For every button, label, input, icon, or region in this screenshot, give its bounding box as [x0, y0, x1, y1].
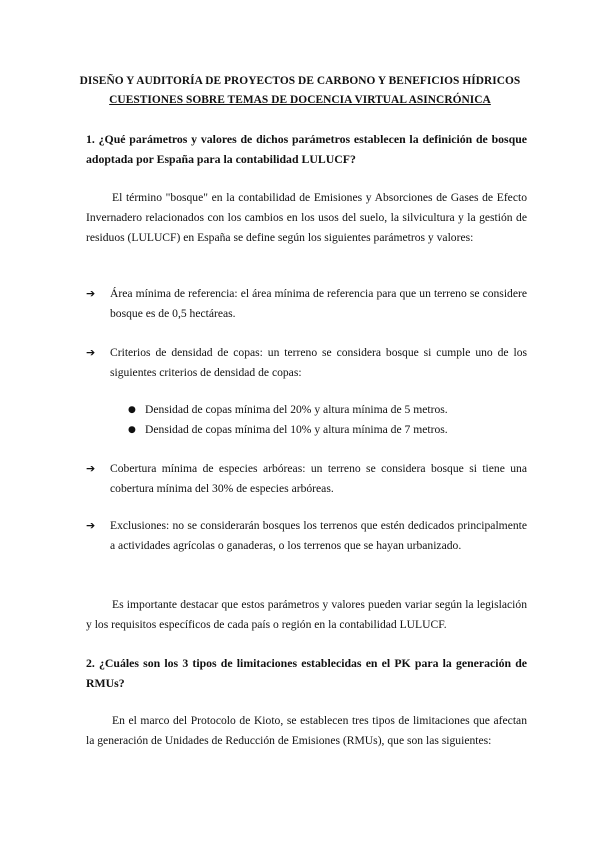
bullet-icon: ● — [128, 405, 136, 415]
question-2-heading: 2. ¿Cuáles son los 3 tipos de limitaciones establecidas en el PK para la generación de RMUs? — [86, 656, 527, 690]
arrow-icon: ➔ — [86, 519, 96, 532]
sub-list-item — [128, 420, 527, 440]
list-item-text: Exclusiones: no se considerarán bosques los terrenos que estén dedicados principalmente a actividades agrícolas o ganaderas, o los terrenos que se hayan urbanizado. — [110, 519, 527, 552]
question-1-intro: El término "bosque" en la contabilidad de Emisiones y Absorciones de Gases de Efecto Invernadero relacionados con los cambios en los usos del suelo, la silvicultura y la gestión de residuos (LULUCF) en España se define según los siguientes parámetros y valores: — [86, 191, 527, 244]
sub-list-item — [128, 400, 527, 420]
arrow-icon: ➔ — [86, 346, 96, 359]
list-item-text: Criterios de densidad de copas: un terreno se considera bosque si cumple uno de los siguientes criterios de densidad de copas: — [110, 346, 527, 379]
question-1-heading: 1. ¿Qué parámetros y valores de dichos parámetros establecen la definición de bosque adoptada por España para la contabilidad LULUCF? — [86, 132, 527, 166]
sub-list-item-text: Densidad de copas mínima del 10% y altura mínima de 7 metros. — [145, 423, 448, 436]
bullet-icon: ● — [128, 425, 136, 435]
arrow-icon: ➔ — [86, 287, 96, 300]
list-item-text: Área mínima de referencia: el área mínima de referencia para que un terreno se considere bosque es de 0,5 hectáreas. — [110, 287, 527, 320]
list-item-text: Cobertura mínima de especies arbóreas: un terreno se considera bosque si tiene una cobertura mínima del 30% de especies arbóreas. — [110, 462, 527, 495]
question-2-intro: En el marco del Protocolo de Kioto, se establecen tres tipos de limitaciones que afectan la generación de Unidades de Reducción de Emisiones (RMUs), que son las siguientes: — [86, 714, 527, 747]
question-1-closing: Es importante destacar que estos parámetros y valores pueden variar según la legislación y los requisitos específicos de cada país o región en la contabilidad LULUCF. — [86, 598, 527, 631]
list-item — [86, 343, 527, 383]
list-item — [86, 516, 527, 556]
list-item — [86, 284, 527, 324]
sub-list-item-text: Densidad de copas mínima del 20% y altura mínima de 5 metros. — [145, 403, 448, 416]
list-item — [86, 459, 527, 499]
arrow-icon: ➔ — [86, 462, 96, 475]
document-title: DISEÑO Y AUDITORÍA DE PROYECTOS DE CARBONO Y BENEFICIOS HÍDRICOS — [79, 75, 521, 87]
document-subtitle: CUESTIONES SOBRE TEMAS DE DOCENCIA VIRTUAL ASINCRÓNICA — [109, 94, 491, 106]
